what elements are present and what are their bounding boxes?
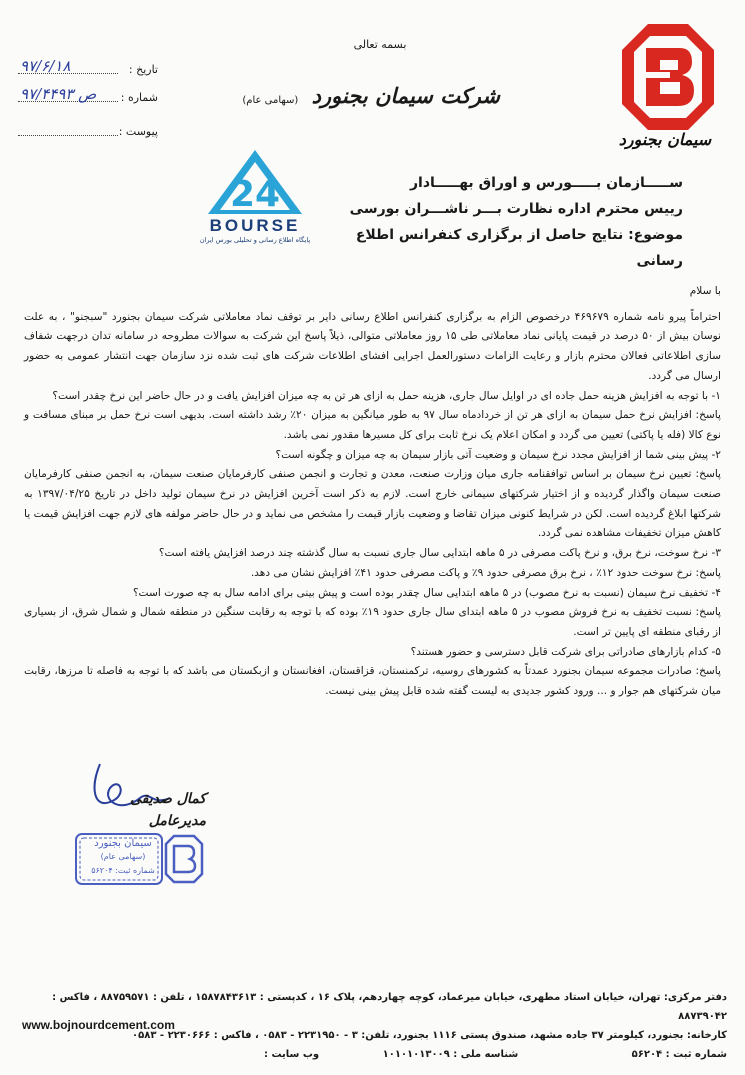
answer-2: پاسخ: تعیین نرخ سیمان بر اساس توافقنامه جاری میان وزارت صنعت، معدن و تجارت و انجمن صنفی کارفرمایان صنعت سیمان، به انجمن صنفی کارفرمایان صنعت سیمان واگذار گردیده و از اختیار شرکتهای سیمانی خارج است. لازم به ذکر است آخرین افزایش در نرخ سیمان تولید داخل در تاریخ ۱۳۹۷/۰۴/۲۵ به شرکتها ابلاغ گردیده است. لکن در شرایط کنونی میزان تقاضا و وضعیت بازار قیمت را مشخص می نماید و در حال حاضر مولفه های لازم جهت افزایش قیمت یا کاهش میزان تخفیفات مشاهده نمی گردد. [24,468,721,540]
company-name-text: شرکت سیمان بجنورد [311,84,500,108]
company-type: (سهامی عام) [242,95,299,106]
company-logo [620,22,716,132]
footer-ids [18,1045,727,1064]
number-label: شماره : [120,91,158,104]
greeting: با سلام [689,285,721,297]
footer-factory-address: کارخانه: بجنورد، کیلومتر ۳۷ جاده مشهد، صندوق پستی ۱۱۱۶ بجنورد، تلفن: ۳ - ۲۲۳۱۹۵۰ - ۰۵۸۳ ، فاکس : ۲۲۳۰۶۶۶ - ۰۵۸۳ [132,1030,727,1041]
intro-paragraph: احتراماً پیرو نامه شماره ۴۶۹۶۷۹ درخصوص الزام به برگزاری کنفرانس اطلاع رسانی دایر بر توقف نماد معاملاتی شرکت سیمان بجنورد "سبجنو" ، به علت نوسان بیش از ۵۰ درصد در قیمت پایانی نماد معاملاتی طی ۱۵ روز معاملاتی متوالی، ذیلاً پاسخ این شرکت به سوالات مطروحه در سامانه تدان درجهت شفاف سازی اطلاعاتی فعالان محترم بازار و رعایت الزامات دستورالعمل اجرایی افشای اطلاعات شرکت های ثبت شده نزد سازمان جهت انتشار عمومی به حضور ارسال می گردد. [24,310,722,382]
answer-4: پاسخ: نسبت تخفیف به نرخ فروش مصوب در ۵ ماهه ابتدای سال جاری حدود ۱۹٪ بوده که با توجه به رقابت سنگین در منطقه شمال و شمال شرق، از بسیاری از رقبای منطقه ای پایین تر است. [24,606,721,638]
signature-block [130,788,206,832]
question-1: ۱- با توجه به افزایش هزینه حمل جاده ای در اوایل سال جاری، هزینه حمل به ازای هر تن به چه میزان افزایش یافت و در حال حاضر این نرخ چقدر است؟ [52,389,721,402]
number-value: ص ۹۷/۴۴۹۳ [20,85,97,103]
date-label: تاریخ : [128,63,158,76]
addressee-line-1: ســـــازمان بـــــورس و اوراق بهـــــادار [409,175,683,191]
footer-website-link[interactable]: www.bojnourdcement.com [22,1018,175,1032]
addressee-block [323,170,683,274]
question-2: ۲- پیش بینی شما از افزایش مجدد نرخ سیمان و وضعیت آتی بازار سیمان به چه میزان و چگونه است؟ [275,448,721,461]
footer-registration: شماره ثبت : ۵۶۲۰۴ [631,1049,727,1060]
signer-title: مدیرعامل [148,813,206,829]
bourse-logo-text: BOURSE [209,216,301,235]
number-row [18,82,158,104]
stamp-line-2: (سهامی عام) [100,852,146,861]
date-row [18,54,158,76]
subject-line: موضوع: نتایج حاصل از برگزاری کنفرانس اطلاع رسانی [355,227,683,269]
svg-text:24: 24 [229,174,281,215]
addressee-line-2: رییس محترم اداره نظارت بـــر ناشـــران بورسی [349,201,683,217]
footer-website-label: وب سایت : [263,1049,320,1060]
question-5: ۵- کدام بازارهای صادراتی برای شرکت قابل دسترسی و حضور هستند؟ [410,645,721,658]
stamp-line-3: شماره ثبت: ۵۶۲۰۴ [91,866,155,875]
question-3: ۳- نرخ سوخت، نرخ برق، و نرخ پاکت مصرفی در ۵ ماهه ابتدایی سال جاری نسبت به سال گذشته چند درصد افزایش یافته است؟ [158,547,721,560]
bourse-tagline: پایگاه اطلاع رسانی و تحلیلی بورس ایران [199,236,311,244]
question-4: ۴- تخفیف نرخ سیمان (نسبت به نرخ مصوب) در ۵ ماهه ابتدایی سال چقدر بوده است و پیش بینی برای ادامه سال به چه صورت است؟ [132,586,721,599]
attachment-label: پیوست : [118,125,158,138]
date-value: ۹۷/۶/۱۸ [20,57,71,75]
answer-3: پاسخ: نرخ سوخت حدود ۱۲٪ ، نرخ برق مصرفی حدود ۹٪ و پاکت مصرفی حدود ۴۱٪ افزایش نشان می دهد. [250,566,721,579]
attachment-line [18,135,118,136]
logo-caption: سیمان بجنورد [618,130,712,149]
answer-1: پاسخ: افزایش نرخ حمل سیمان به ازای هر تن از خردادماه سال ۹۷ به طور میانگین به میزان ۲۰٪ رشد داشته است. بدیهی است نرخ حمل بر مبنای مسافت و نوع کالا (فله یا پاکتی) تعیین می گردد و امکان اعلام یک نرخ ثابت برای کل مسیرها مقدور نمی باشد. [24,409,721,441]
attachment-row [18,118,158,138]
letter-body [24,282,721,702]
answer-5: پاسخ: صادرات مجموعه سیمان بجنورد عمدتاً به کشورهای روسیه، ترکمنستان، قزاقستان، افغانستان و ازبکستان می باشد که با توجه به فاصله تا مرزها، رقابت میان شرکتهای هم جوار و ... ورود کشور جدیدی به لیست گفته شده قابل پیش بینی نیست. [24,665,721,698]
stamp-line-1: سیمان بجنورد [94,838,152,849]
signer-name: کمال صدیقی [130,791,206,807]
footer-office-address: دفتر مرکزی: تهران، خیابان استاد مطهری، خیابان میرعماد، کوچه چهاردهم، پلاک ۱۶ ، کدپستی : ۱۵۸۷۸۴۳۶۱۳ ، تلفن : ۸۸۷۵۹۵۷۱ ، فاکس : ۸۸۷۳۹۰۴۲ [52,992,727,1022]
footer-national-id: شناسه ملی : ۱۰۱۰۱۰۱۳۰۰۹ [382,1049,519,1060]
bismillah: بسمه تعالی [353,38,407,51]
company-name [240,84,500,108]
